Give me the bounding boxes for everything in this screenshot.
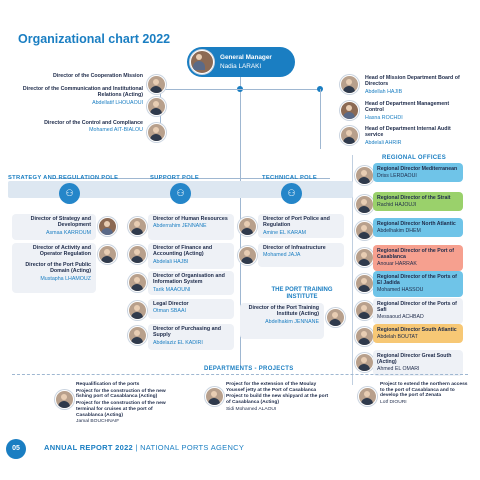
internal-audit-photo: [340, 126, 359, 145]
director-training: Director of the Port Training Institute (Acting) Abdelhakim JENNANE: [240, 303, 324, 339]
head-internal-audit: Head of Department Internal Audit service Abdelali AHRIR: [365, 126, 451, 146]
director-control: Director of the Control and Compliance Mohamed AIT-BIALOU: [44, 120, 143, 134]
strategy-photo: [98, 217, 117, 236]
board-head-photo: [340, 75, 359, 94]
director-cooperation: Director of the Cooperation Mission: [52, 73, 143, 79]
regional-photo: [355, 195, 374, 214]
control-photo: [147, 123, 166, 142]
regional-casablanca: Regional Director of the Port of Casablanca Anouar HARRAK: [373, 245, 463, 271]
port-police-photo: [238, 217, 257, 236]
regional-strait: Regional Director of the Strait Rachid HAJOUJI: [373, 192, 463, 211]
projects-label: DEPARTMENTS - PROJECTS: [200, 366, 298, 372]
support-team-icon: ⚇: [170, 183, 191, 204]
regional-photo: [355, 248, 374, 267]
regional-el-jadida: Regional Director of the Ports of El Jadida Mohamed HASSOU: [373, 271, 463, 297]
legal-photo: [128, 301, 147, 320]
projects-left: Requalification of the ports Project for the construction of the new fishing port of Casablanca (Acting) Project for the construction of the new terminal for cruises at the port of Casablanca (Acting) Jamal BOUCHNAIF: [76, 382, 166, 425]
footer-title: ANNUAL REPORT 2022 | NATIONAL PORTS AGENCY: [44, 443, 245, 452]
head-management-control: Head of Department Management Control Hasna ROCHDI: [365, 101, 450, 121]
support-pole-label: SUPPORT POLE: [150, 175, 200, 181]
head-board-directors: Head of Mission Department Board of Directors Abdellah HAJIB: [365, 75, 460, 95]
director-communication: Director of the Communication and Institutional Relations (Acting) Abdellatif LHOUAOUI: [22, 86, 143, 106]
projects-mid: Project for the extension of the Moulay Youssef jetty at the Port of Casablanca Project to build the new shipyard at the port of Casablanca (Acting) Sidi Mohamed ALAOUI: [226, 382, 329, 412]
communication-photo: [147, 97, 166, 116]
projects-right-photo: [358, 387, 377, 406]
right-connector: [320, 89, 321, 149]
regional-safi: Regional Director of the Ports of Safi Messaoud ACHBAD: [373, 298, 463, 324]
regional-photo: [355, 274, 374, 293]
regional-south-atlantic: Regional Director South Atlantic Abdelah BOUTAT: [373, 324, 463, 343]
regional-photo: [355, 221, 374, 240]
director-legal: Legal Director Otman SBAAI: [148, 299, 234, 319]
regional-photo: [355, 166, 374, 185]
projects-divider: [12, 374, 468, 375]
director-purchasing: Director of Purchasing and Supply Abdelaziz EL KADIRI: [148, 324, 234, 350]
regional-offices-label: REGIONAL OFFICES: [382, 155, 447, 161]
top-connector: [160, 89, 320, 90]
director-infrastructure: Director of Infrastructure Mohamed JAJA: [258, 243, 344, 267]
regional-great-south: Regional Director Great South (Acting) Ahmed EL OMARI: [373, 350, 463, 376]
general-manager-photo: [190, 50, 214, 74]
director-organisation: Director of Organisation and Information System Tarik MAAOUNI: [148, 271, 234, 295]
technical-team-icon: ⚇: [281, 183, 302, 204]
cooperation-photo: [147, 75, 166, 94]
projects-left-photo: [55, 390, 74, 409]
technical-pole-label: TECHNICAL POLE: [262, 175, 317, 181]
general-manager-name: Nadia LARAKI: [220, 63, 262, 70]
regional-north-atlantic: Regional Director North Atlantic Abdelhakim DHEM: [373, 218, 463, 237]
director-activity: Director of Activity and Operator Regulation Director of the Port Public Domain (Acting) Mustapha LHAMOUZ: [12, 243, 96, 293]
general-manager-title: General Manager: [220, 54, 272, 61]
page-title: Organizational chart 2022: [18, 32, 171, 46]
regional-photo: [355, 301, 374, 320]
regional-photo: [355, 327, 374, 346]
director-finance: Director of Finance and Accounting (Acting) Abdelali HAJBI: [148, 243, 234, 269]
strategy-team-icon: ⚇: [59, 183, 80, 204]
director-hr: Director of Human Resources Abderrahim JENNANE: [148, 214, 234, 240]
training-heading: THE PORT TRAINING INSTITUTE: [271, 287, 333, 300]
director-port-police: Director of Port Police and Regulation Amine EL KARAM: [258, 214, 344, 238]
regional-photo: [355, 353, 374, 372]
projects-mid-photo: [205, 387, 224, 406]
organisation-photo: [128, 273, 147, 292]
regional-mediterranean: Regional Director Mediterranean Driss LERDAOUI: [373, 163, 463, 182]
director-strategy: Director of Strategy and Development Asmaa KARROUM: [12, 214, 96, 240]
strategy-pole-label: STRATEGY AND REGULATION POLE: [8, 175, 119, 181]
training-photo: [326, 308, 345, 327]
infrastructure-photo: [238, 246, 257, 265]
page-number: 05: [6, 439, 26, 459]
purchasing-photo: [128, 326, 147, 345]
activity-photo: [98, 245, 117, 264]
management-control-photo: [340, 101, 359, 120]
hr-photo: [128, 217, 147, 236]
general-manager-box: [187, 47, 295, 77]
projects-right: Project to extend the northern access to the port of Casablanca and to develop the port of Zenata Lotf DIOURI: [380, 382, 468, 406]
finance-photo: [128, 245, 147, 264]
